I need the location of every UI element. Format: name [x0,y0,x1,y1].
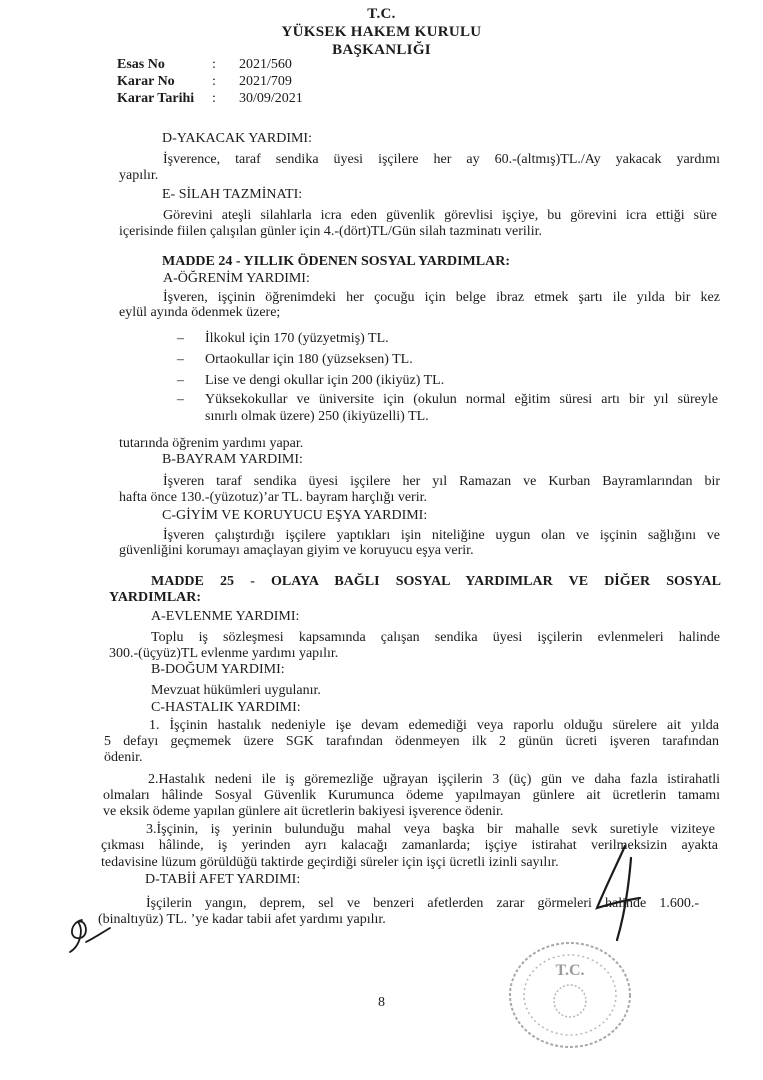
list-bullet: – [177,392,184,407]
text-line: güvenliğini korumayı amaçlayan giyim ve koruyucu eşya verir. [119,543,474,558]
meta-value: 2021/560 [239,57,292,72]
text-line: İşveren taraf sendika üyesi işçilere her yıl Ramazan ve Kurban Bayramlarından bir [163,474,720,489]
seal-text: T.C. [555,962,585,979]
page-number: 8 [378,995,385,1010]
meta-label: Karar No [117,74,175,89]
header-institution: YÜKSEK HAKEM KURULU [281,24,482,40]
list-bullet: – [177,352,184,367]
meta-label: Esas No [117,57,165,72]
header-office: BAŞKANLIĞI [332,42,431,58]
list-item-continuation: sınırlı olmak üzere) 250 (ikiyüzelli) TL. [205,409,429,424]
section-a-ogrenim-title: A-ÖĞRENİM YARDIMI: [163,271,310,286]
text-line: eylül ayında ödenmek üzere; [119,305,281,320]
text-line: 5 defayı geçmemek üzere SGK tarafından ödenmeyen ilk 2 günün ücreti işveren tarafından [104,734,719,749]
text-line: Toplu iş sözleşmesi kapsamında çalışan sendika üyesi işçilerin evlenmeleri halinde [151,630,720,645]
article-24-title: MADDE 24 - YILLIK ÖDENEN SOSYAL YARDIMLAR: [162,254,510,269]
text-line: İşveren çalıştırdığı işçilere yaptıkları işin niteliğine uygun olan ve işçinin sağlığını ve [163,528,720,543]
meta-label: Karar Tarihi [117,91,195,106]
meta-colon: : [212,91,216,106]
section-e-silah-title: E- SİLAH TAZMİNATI: [162,187,303,202]
section-d-yakacak-title: D-YAKACAK YARDIMI: [162,131,312,146]
section-b-bayram-title: B-BAYRAM YARDIMI: [162,452,303,467]
article-25-title: MADDE 25 - OLAYA BAĞLI SOSYAL YARDIMLAR VE DİĞER SOSYAL [151,574,721,589]
text-line: 300.-(üçyüz)TL evlenme yardımı yapılır. [109,646,339,661]
text-line: tutarında öğrenim yardımı yapar. [119,436,304,451]
meta-value: 2021/709 [239,74,292,89]
initials-mark [62,912,117,962]
text-line: İşveren, işçinin öğrenimdeki her çocuğu için belge ibraz etmek şartı ile yılda bir kez [163,290,720,305]
header-tc: T.C. [367,6,396,22]
text-line: 1. İşçinin hastalık nedeniyle işe devam edemediği veya raporlu olduğu sürelere ait yılda [149,718,719,733]
article-25-title-continuation: YARDIMLAR: [109,590,202,605]
text-line: hafta önce 130.-(yüzotuz)’ar TL. bayram harçlığı verir. [119,490,427,505]
section-b-dogum-title: B-DOĞUM YARDIMI: [151,662,285,677]
text-line: yapılır. [119,168,159,183]
signature-mark [585,838,665,948]
text-line: 2.Hastalık nedeni ile iş göremezliğe uğrayan işçilerin 3 (üç) gün ve daha fazla istirahatli [148,772,720,787]
text-line: İşçilerin yangın, deprem, sel ve benzeri afetlerden zarar görmeleri halinde 1.600.- [146,896,699,911]
section-d-afet-title: D-TABİİ AFET YARDIMI: [145,872,301,887]
list-bullet: – [177,331,184,346]
section-c-giyim-title: C-GİYİM VE KORUYUCU EŞYA YARDIMI: [162,508,428,523]
text-line: Mevzuat hükümleri uygulanır. [151,683,321,698]
text-line: çıkması hâlinde, iş yerinden ayrı kalacağı zamanlarda; işçiye istirahat verilmeksizin ayakta [101,838,718,853]
meta-value: 30/09/2021 [239,91,303,106]
text-line: içerisinde fiilen çalışılan günler için 4.-(dört)TL/Gün silah tazminatı verilir. [119,224,542,239]
section-c-hastalik-title: C-HASTALIK YARDIMI: [151,700,301,715]
list-bullet: – [177,373,184,388]
section-a-evlenme-title: A-EVLENME YARDIMI: [151,609,300,624]
list-item: Lise ve dengi okullar için 200 (ikiyüz) TL. [205,373,445,388]
text-line: 3.İşçinin, iş yerinin bulunduğu mahal veya başka bir mahalle sevk suretiyle viziteye [146,822,715,837]
meta-colon: : [212,57,216,72]
text-line: tedavisine lüzum görüldüğü taktirde geçirdiği süreler için işçi ücretli izinli sayılır. [101,855,559,870]
list-item: İlkokul için 170 (yüzyetmiş) TL. [205,331,389,346]
text-line: (binaltıyüz) TL. ’ye kadar tabii afet yardımı yapılır. [98,912,386,927]
text-line: olmaları hâlinde Sosyal Güvenlik Kurumunca ödeme yapılmayan günlere ait ücretlerin tamamı [103,788,720,803]
text-line: ödenir. [104,750,143,765]
text-line: ve eksik ödeme yapılan günlere ait ücretlerin bakiyesi işverence ödenir. [103,804,504,819]
text-line: Görevini ateşli silahlarla icra eden güvenlik görevlisi işçiye, bu görevini icra ettiği süre [163,208,717,223]
list-item: Ortaokullar için 180 (yüzseksen) TL. [205,352,413,367]
text-line: İşverence, taraf sendika üyesi işçilere her ay 60.-(altmış)TL./Ay yakacak yardımı [163,152,720,167]
list-item: Yüksekokullar ve üniversite için (okulun normal eğitim süresi artı bir yıl süreyle [205,392,718,407]
meta-colon: : [212,74,216,89]
